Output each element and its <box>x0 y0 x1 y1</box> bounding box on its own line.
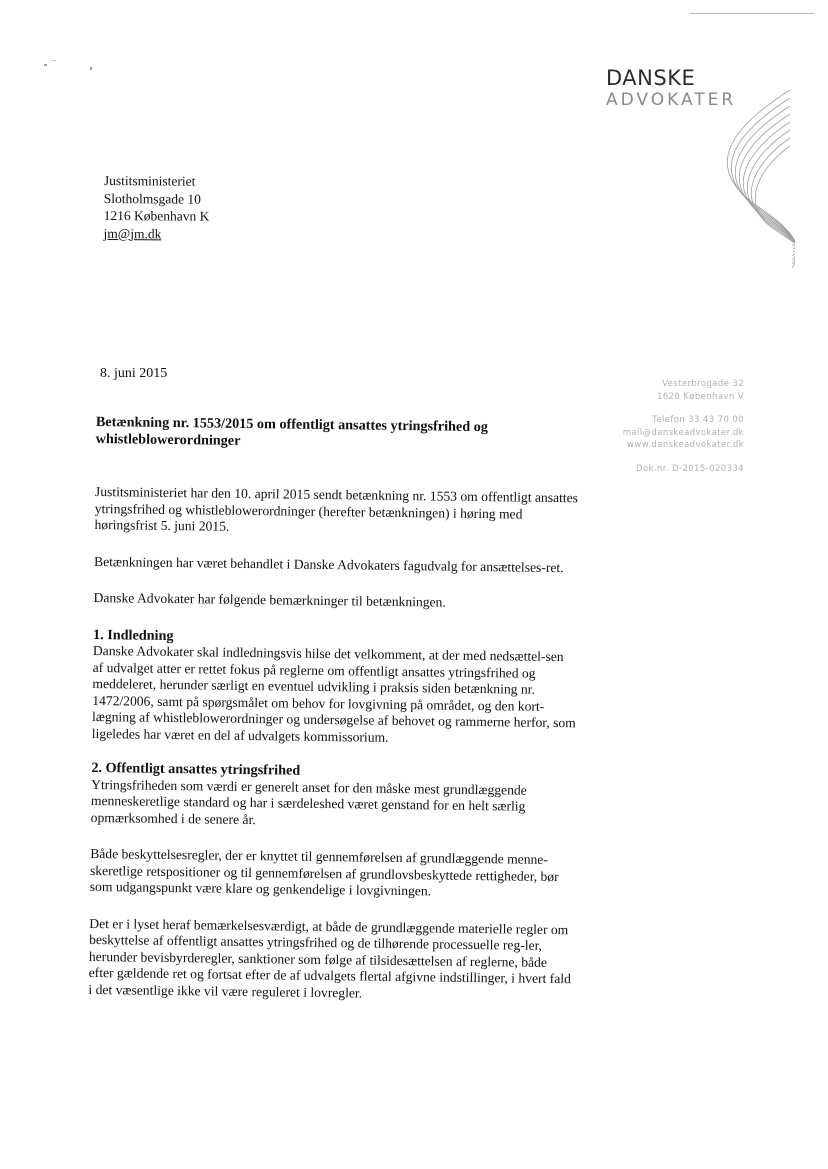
paragraph-notable: Det er i lyset heraf bemærkelsesværdigt, at både de grundlæggende materielle regler om beskyttelse af offentligt ansattes ytringsfrihed og de tilhørende processuelle reg-ler, herunder bevisbyrderegler, sanktioner som følge af tilsidesættelsen af reglerne, både efter gældende ret og fortsat efter de af udvalgets flertal afgivne indstillinger, i hvert fald i det væsentlige ikke vil være reguleret i lovregler. <box>88 915 571 1001</box>
scan-artifact-line <box>690 13 814 14</box>
section-2-heading: 2. Offentligt ansattes ytringsfrihed <box>91 759 301 779</box>
letter-date: 8. juni 2015 <box>100 366 168 381</box>
scan-speck <box>44 64 47 66</box>
sender-city: 1620 København V <box>656 391 744 402</box>
logo-swoosh-graphic <box>690 88 795 273</box>
recipient-email[interactable]: jm@jm.dk <box>103 225 162 241</box>
paragraph-protection: Både beskyttelsesregler, der er knyttet til gennemførelsen af grundlæggende menne-skeretlige retspositioner og til gennemførelsen af grundlovsbeskyttede rettigheder, bør som udgangspunkt være klare og genkendelige i lovgivningen. <box>89 845 559 899</box>
letter-body <box>88 414 580 1024</box>
section-1-heading: 1. Indledning <box>93 626 174 644</box>
recipient-address <box>104 172 210 243</box>
sender-contact-block <box>623 378 744 475</box>
sender-phone: Telefon 33 43 70 00 <box>652 415 744 425</box>
sender-email: mail@danskeadvokater.dk <box>622 427 744 438</box>
sender-website: www.danskeadvokater.dk <box>627 440 744 450</box>
section-1-text: Danske Advokater skal indledningsvis hilse det velkomment, at der med nedsættel-sen af udvalget atter er rettet fokus på reglerne om offentligt ansattes ytringsfrihed og meddeleret, herunder særligt en eventuel udvikling i praksis siden betænkning nr. 1472/2006, samt på spørgsmålet om behov for lovgivning på området, og den kort-lægning af whistleblowerordninger og undersøgelse af behovet og rammerne herfor, som ligeledes har været en del af udvalgets kommissorium. <box>91 642 576 745</box>
letter-subject: Betænkning nr. 1553/2015 om offentligt ansattes ytringsfrihed og whistleblowerordninger <box>95 414 488 449</box>
logo-line-1: DANSKE <box>606 66 696 90</box>
document-reference: Dok.nr. D-2015-020334 <box>635 463 744 474</box>
paragraph-committee: Betænkningen har været behandlet i Danske Advokaters fagudvalg for ansættelses-ret. <box>93 553 564 575</box>
paragraph-intro: Justitsministeriet har den 10. april 2015 sendt betænkning nr. 1553 om offentligt ansattes ytringsfrihed og whistleblowerordninger (herefter betænkningen) i høring med høringsfrist 5. juni 2015. <box>94 483 579 534</box>
section-2-text: Ytringsfriheden som værdi er generelt anset for den måske mest grundlæggende menneskeretlige standard og har i særdeleshed været genstand for en helt særlig opmærksomhed i de senere år. <box>90 776 527 827</box>
recipient-name: Justitsministeriet <box>103 172 196 189</box>
paragraph-remarks: Danske Advokater har følgende bemærkninger til betænkningen. <box>93 589 446 610</box>
scan-speck <box>52 60 56 61</box>
recipient-street: Slotholmsgade 10 <box>103 190 201 207</box>
logo-line-2: ADVOKATER <box>606 90 737 110</box>
scan-speck <box>90 67 92 70</box>
sender-street: Vesterbrogade 32 <box>662 379 744 389</box>
recipient-city: 1216 København K <box>103 207 210 224</box>
